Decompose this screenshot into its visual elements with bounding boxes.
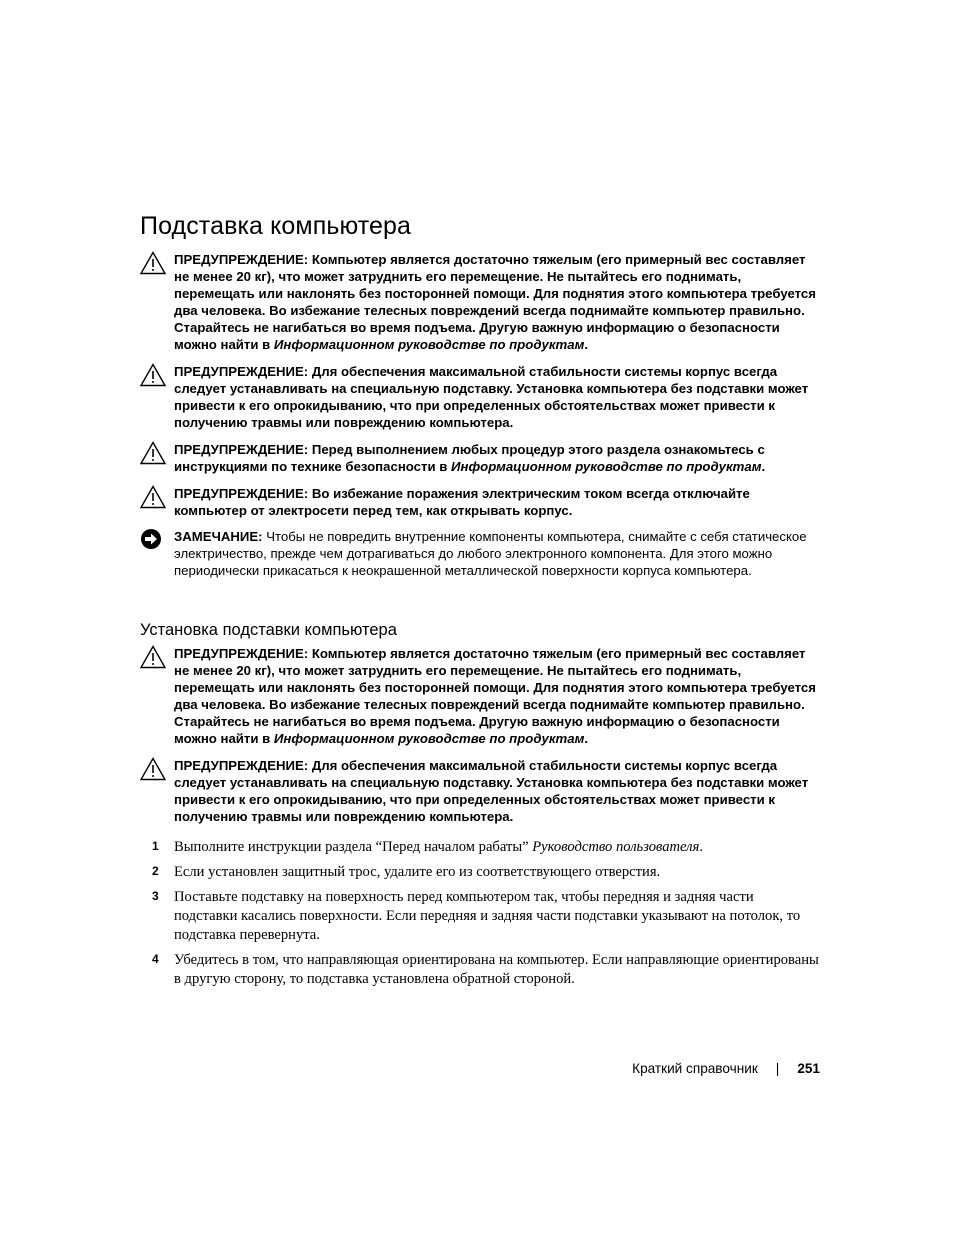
warning-text bbox=[174, 363, 820, 431]
step-text: Если установлен защитный трос, удалите его из соответствующего отверстия. bbox=[174, 864, 661, 880]
step-ref: Руководство пользователя bbox=[532, 839, 700, 855]
warning-tail: . bbox=[584, 731, 589, 747]
notice-arrow-icon bbox=[140, 528, 166, 552]
page-title: Подставка компьютера bbox=[140, 212, 412, 240]
warning-ref: Информационном руководстве по продуктам bbox=[273, 337, 585, 353]
notice-body: Чтобы не повредить внутренние компоненты компьютера, снимайте с себя статическое электричество, прежде чем дотрагиваться до любого электронного компонента. Для этого можно периодически прикасаться к неокрашенной металлической поверхности корпуса компьютера. bbox=[174, 529, 807, 579]
warning-body: Компьютер является достаточно тяжелым (его примерный вес составляет не менее 20 кг), что может затруднить его перемещение. Не пытайтесь его поднимать, перемещать или наклонять без посторонней помощи. Для поднятия этого компьютера требуется два человека. Во избежание телесных повреждений всегда поднимайте компьютер правильно. Старайтесь не нагибаться во время подъема. Другую важную информацию о безопасности можно найти в bbox=[174, 646, 816, 747]
step-number: 3 bbox=[152, 889, 159, 903]
warning-label: ПРЕДУПРЕЖДЕНИЕ: bbox=[174, 252, 309, 267]
warning-block bbox=[140, 441, 820, 475]
list-item bbox=[140, 951, 820, 989]
notice-label: ЗАМЕЧАНИЕ: bbox=[174, 529, 263, 544]
step-text: Убедитесь в том, что направляющая ориентирована на компьютер. Если направляющие ориентированы в другую сторону, то подставка установлена обратной стороной. bbox=[174, 952, 819, 988]
warning-label: ПРЕДУПРЕЖДЕНИЕ: bbox=[174, 442, 309, 457]
warning-body: Компьютер является достаточно тяжелым (его примерный вес составляет не менее 20 кг), что может затруднить его перемещение. Не пытайтесь его поднимать, перемещать или наклонять без посторонней помощи. Для поднятия этого компьютера требуется два человека. Во избежание телесных повреждений всегда поднимайте компьютер правильно. Старайтесь не нагибаться во время подъема. Другую важную информацию о безопасности можно найти в bbox=[174, 252, 816, 353]
warning-triangle-icon bbox=[140, 251, 166, 275]
page-number: 251 bbox=[797, 1061, 820, 1076]
warning-ref: Информационном руководстве по продуктам bbox=[273, 731, 585, 747]
warning-triangle-icon bbox=[140, 363, 166, 387]
warning-body: Перед выполнением любых процедур этого раздела ознакомьтесь с инструкциями по технике безопасности в bbox=[174, 442, 765, 475]
list-item bbox=[140, 888, 820, 946]
warning-body: Для обеспечения максимальной стабильности системы корпус всегда следует устанавливать на специальную подставку. Установка компьютера без подставки может привести к его опрокидыванию, что при определенных обстоятельствах может привести к получению травмы или повреждению компьютера. bbox=[174, 758, 809, 825]
warning-text bbox=[174, 485, 820, 519]
list-item bbox=[140, 838, 820, 857]
warning-label: ПРЕДУПРЕЖДЕНИЕ: bbox=[174, 758, 309, 773]
footer-book-title: Краткий справочник bbox=[632, 1061, 758, 1076]
warning-ref: Информационном руководстве по продуктам bbox=[451, 459, 762, 475]
warning-label: ПРЕДУПРЕЖДЕНИЕ: bbox=[174, 486, 309, 501]
warning-label: ПРЕДУПРЕЖДЕНИЕ: bbox=[174, 364, 309, 379]
step-number: 1 bbox=[152, 839, 159, 853]
warning-body: Для обеспечения максимальной стабильности системы корпус всегда следует устанавливать на специальную подставку. Установка компьютера без подставки может привести к его опрокидыванию, что при определенных обстоятельствах может привести к получению травмы или повреждению компьютера. bbox=[174, 364, 809, 431]
warning-text bbox=[174, 251, 820, 354]
step-number: 2 bbox=[152, 864, 159, 878]
step-body: Выполните инструкции раздела “Перед началом рабаты” bbox=[174, 839, 533, 855]
warning-tail: . bbox=[584, 337, 589, 353]
warning-label: ПРЕДУПРЕЖДЕНИЕ: bbox=[174, 646, 309, 661]
warning-triangle-icon bbox=[140, 645, 166, 669]
warning-block bbox=[140, 363, 820, 431]
step-tail: . bbox=[699, 839, 703, 855]
notice-block bbox=[140, 528, 820, 579]
section-title: Установка подставки компьютера bbox=[140, 621, 397, 639]
warning-triangle-icon bbox=[140, 485, 166, 509]
warning-tail: . bbox=[761, 459, 766, 475]
step-number: 4 bbox=[152, 952, 159, 966]
notice-text bbox=[174, 528, 820, 579]
footer-separator: | bbox=[775, 1061, 780, 1076]
warning-block bbox=[140, 645, 820, 748]
step-text bbox=[174, 838, 820, 857]
warning-text bbox=[174, 645, 820, 748]
warning-block bbox=[140, 757, 820, 825]
step-text: Поставьте подставку на поверхность перед компьютером так, чтобы передняя и задняя части подставки касались поверхности. Если передняя и задняя части подставки указывают на потолок, то подставка перевернута. bbox=[174, 889, 801, 944]
warning-block bbox=[140, 251, 820, 354]
warning-block bbox=[140, 485, 820, 519]
warning-body: Во избежание поражения электрическим током всегда отключайте компьютер от электросети перед тем, как открывать корпус. bbox=[174, 486, 750, 519]
warning-text bbox=[174, 441, 820, 475]
warning-triangle-icon bbox=[140, 757, 166, 781]
list-item bbox=[140, 863, 820, 882]
warning-triangle-icon bbox=[140, 441, 166, 465]
warning-text bbox=[174, 757, 820, 825]
page-footer bbox=[500, 1061, 820, 1076]
